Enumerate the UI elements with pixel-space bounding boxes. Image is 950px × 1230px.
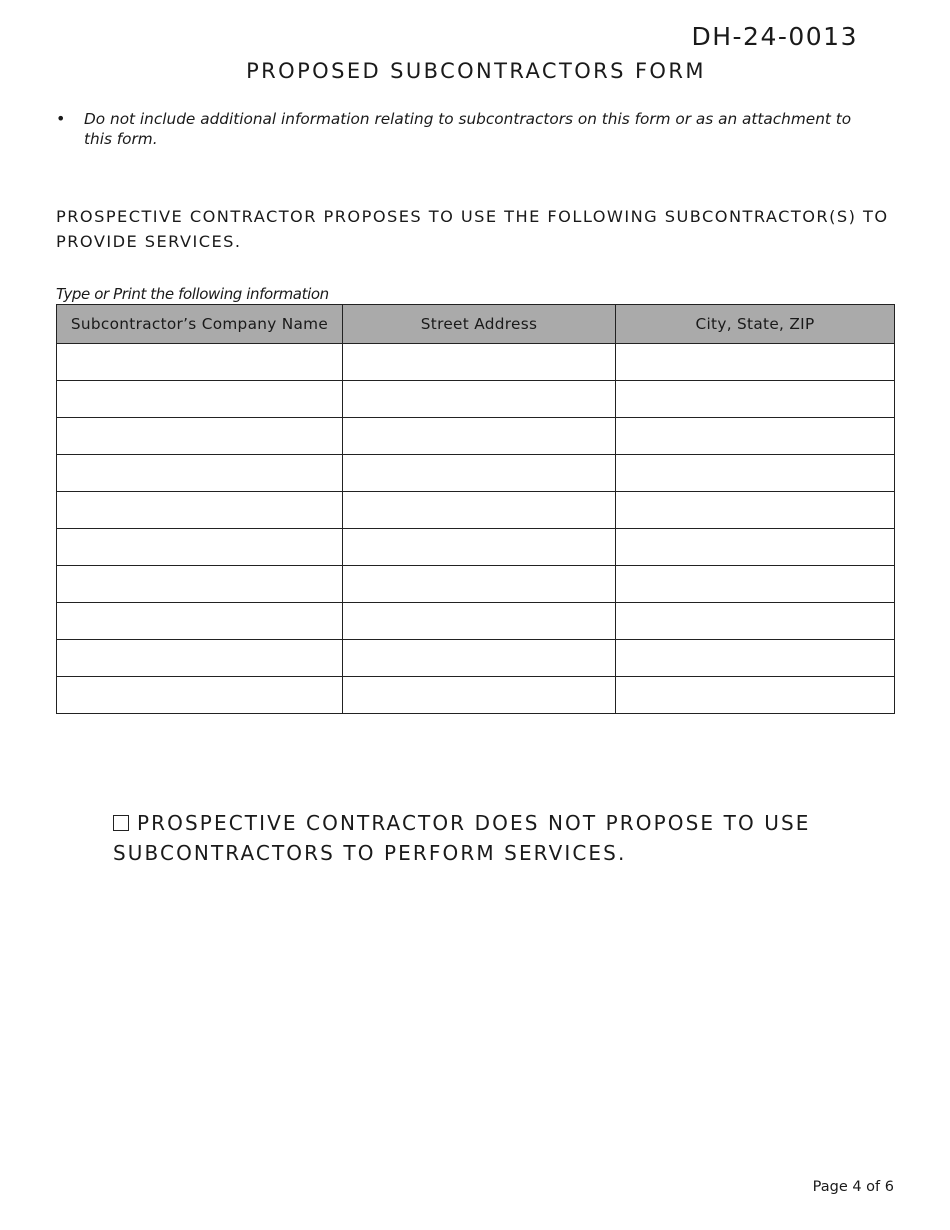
- form-title: PROPOSED SUBCONTRACTORS FORM: [246, 59, 706, 83]
- table-header-row: [57, 305, 895, 344]
- company-name-cell[interactable]: [57, 640, 343, 677]
- company-name-cell[interactable]: [57, 381, 343, 418]
- city-state-zip-cell[interactable]: [616, 640, 895, 677]
- company-name-cell[interactable]: [57, 529, 343, 566]
- intro-statement: PROSPECTIVE CONTRACTOR PROPOSES TO USE THE FOLLOWING SUBCONTRACTOR(S) TO PROVIDE SERVICES.: [56, 207, 889, 251]
- city-state-zip-cell[interactable]: [616, 455, 895, 492]
- city-state-zip-cell[interactable]: [616, 344, 895, 381]
- subcontractors-table: [56, 304, 895, 714]
- table-row: [57, 492, 895, 529]
- city-state-zip-cell[interactable]: [616, 603, 895, 640]
- company-name-cell[interactable]: [57, 603, 343, 640]
- note-item: [56, 109, 876, 149]
- street-address-cell[interactable]: [343, 455, 616, 492]
- column-header-city-state-zip: City, State, ZIP: [616, 305, 895, 344]
- company-name-cell[interactable]: [57, 344, 343, 381]
- city-state-zip-cell[interactable]: [616, 492, 895, 529]
- table-row: [57, 381, 895, 418]
- city-state-zip-cell[interactable]: [616, 418, 895, 455]
- table-row: [57, 677, 895, 714]
- column-header-company-name: Subcontractor’s Company Name: [57, 305, 343, 344]
- no-subcontractors-option[interactable]: [113, 808, 833, 868]
- table-row: [57, 455, 895, 492]
- no-subcontractors-label: PROSPECTIVE CONTRACTOR DOES NOT PROPOSE TO USE SUBCONTRACTORS TO PERFORM SERVICES.: [113, 811, 811, 865]
- street-address-cell[interactable]: [343, 640, 616, 677]
- street-address-cell[interactable]: [343, 492, 616, 529]
- table-body: [57, 344, 895, 714]
- table-row: [57, 603, 895, 640]
- street-address-cell[interactable]: [343, 566, 616, 603]
- no-subcontractors-checkbox[interactable]: [113, 815, 129, 831]
- document-number: DH-24-0013: [691, 22, 858, 51]
- company-name-cell[interactable]: [57, 677, 343, 714]
- note-text: Do not include additional information relating to subcontractors on this form or as an attachment to this form.: [84, 110, 852, 148]
- street-address-cell[interactable]: [343, 418, 616, 455]
- street-address-cell[interactable]: [343, 677, 616, 714]
- city-state-zip-cell[interactable]: [616, 566, 895, 603]
- table-row: [57, 640, 895, 677]
- street-address-cell[interactable]: [343, 603, 616, 640]
- table-row: [57, 418, 895, 455]
- city-state-zip-cell[interactable]: [616, 529, 895, 566]
- city-state-zip-cell[interactable]: [616, 381, 895, 418]
- column-header-street-address: Street Address: [343, 305, 616, 344]
- page-number: Page 4 of 6: [812, 1179, 894, 1195]
- bullet-icon: •: [56, 109, 66, 128]
- company-name-cell[interactable]: [57, 418, 343, 455]
- table-row: [57, 344, 895, 381]
- street-address-cell[interactable]: [343, 344, 616, 381]
- street-address-cell[interactable]: [343, 529, 616, 566]
- table-row: [57, 529, 895, 566]
- company-name-cell[interactable]: [57, 455, 343, 492]
- company-name-cell[interactable]: [57, 566, 343, 603]
- note-list: [56, 109, 876, 149]
- table-instruction: Type or Print the following information: [56, 285, 329, 303]
- street-address-cell[interactable]: [343, 381, 616, 418]
- company-name-cell[interactable]: [57, 492, 343, 529]
- city-state-zip-cell[interactable]: [616, 677, 895, 714]
- table-row: [57, 566, 895, 603]
